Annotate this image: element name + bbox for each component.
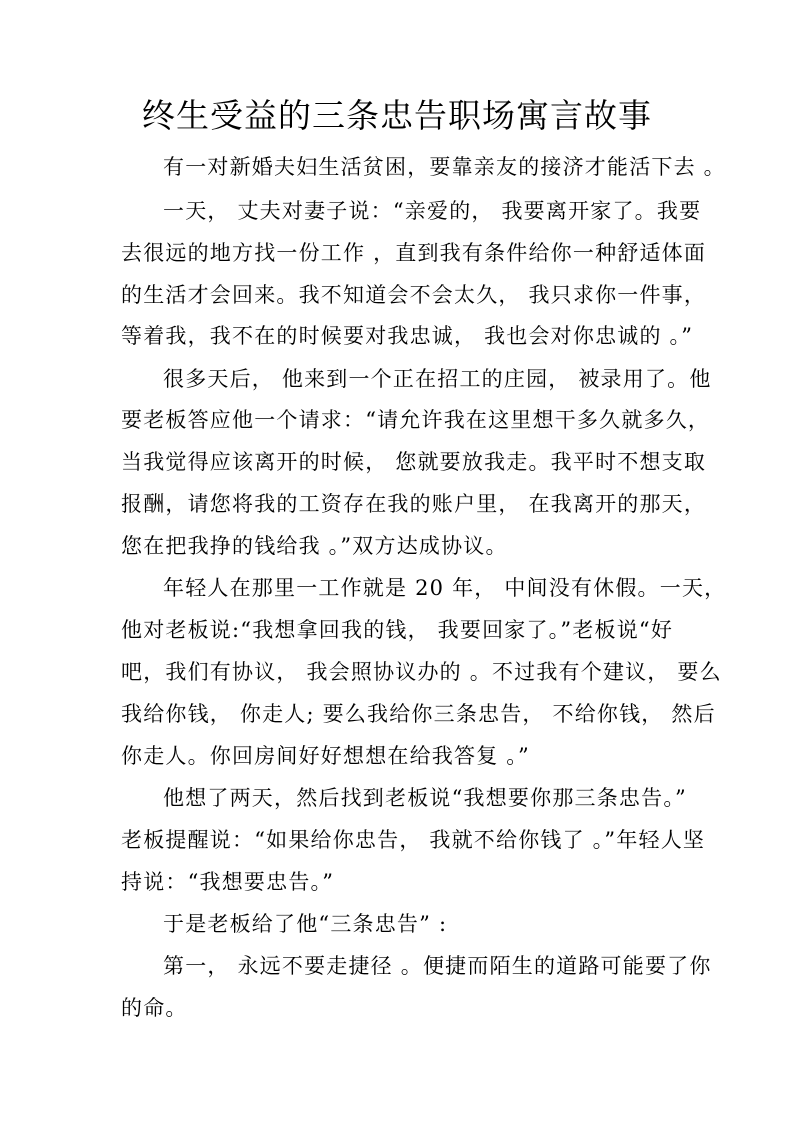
text-line: 一天， 丈夫对妻子说：“亲爱的， 我要离开家了。我要 [163, 199, 702, 223]
text-line: 你走人。你回房间好好想想在给我答复 。” [121, 744, 530, 768]
text-line: 老板提醒说：“如果给你忠告， 我就不给你钱了 。”年轻人坚 [121, 828, 706, 852]
text-line: 年轻人在那里一工作就是 20 年， 中间没有休假。一天， [163, 576, 727, 600]
text-line: 您在把我挣的钱给我 。”双方达成协议。 [121, 534, 508, 558]
document-title: 终生受益的三条忠告职场寓言故事 [142, 96, 652, 135]
text-line: 于是老板给了他“三条忠告” : [163, 912, 448, 936]
text-line: 他想了两天，然后找到老板说“我想要你那三条忠告。” [163, 786, 687, 810]
text-line: 吧，我们有协议， 我会照协议办的 。不过我有个建议， 要么 [121, 660, 722, 684]
text-line: 的命。 [121, 996, 188, 1020]
text-line: 第一， 永远不要走捷径 。便捷而陌生的道路可能要了你 [163, 954, 712, 978]
text-line: 很多天后， 他来到一个正在招工的庄园， 被录用了。他 [163, 367, 712, 391]
text-line: 有一对新婚夫妇生活贫困，要靠亲友的接济才能活下去 。 [163, 155, 726, 179]
text-line: 等着我，我不在的时候要对我忠诚， 我也会对你忠诚的 。” [121, 324, 694, 348]
text-line: 他对老板说:“我想拿回我的钱， 我要回家了。”老板说“好 [121, 618, 674, 642]
text-line: 报酬，请您将我的工资存在我的账户里， 在我离开的那天， [121, 492, 707, 516]
text-line: 要老板答应他一个请求：“请允许我在这里想干多久就多久， [121, 408, 711, 432]
text-line: 当我觉得应该离开的时候， 您就要放我走。我平时不想支取 [121, 450, 707, 474]
text-line: 我给你钱， 你走人; 要么我给你三条忠告， 不给你钱， 然后 [121, 702, 716, 726]
text-line: 去很远的地方找一份工作 ，直到我有条件给你一种舒适体面 [121, 241, 707, 265]
text-line: 持说：“我想要忠告。” [121, 870, 335, 894]
text-line: 的生活才会回来。我不知道会不会太久， 我只求你一件事， [121, 283, 707, 307]
